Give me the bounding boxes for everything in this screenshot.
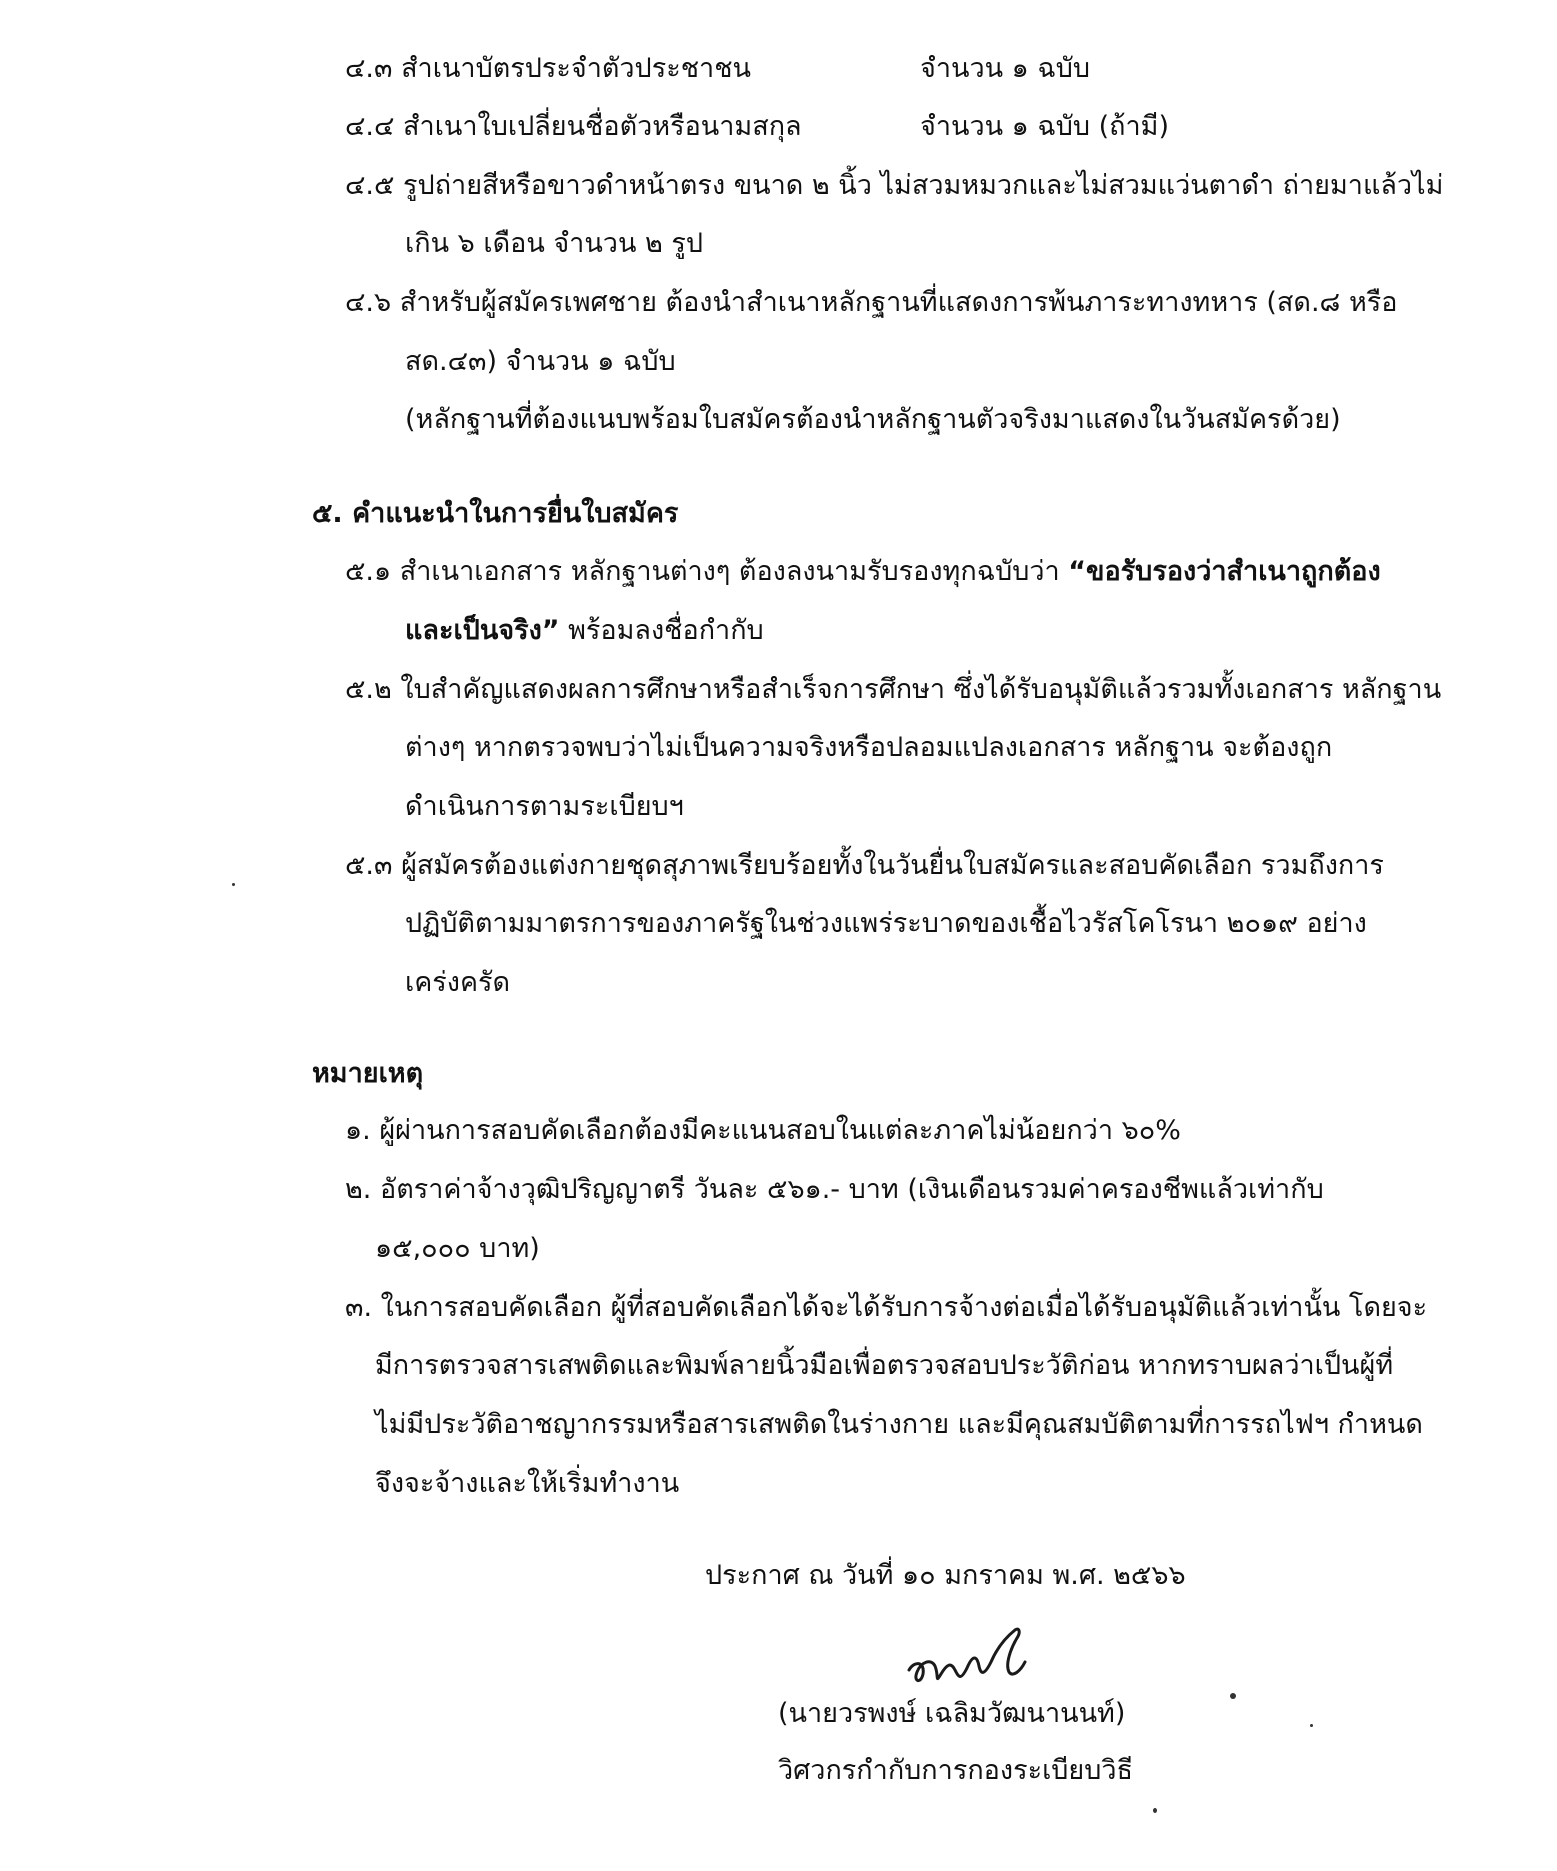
item-text: สำเนาเอกสาร หลักฐานต่างๆ ต้องลงนามรับรองทุกฉบับว่า	[399, 556, 1069, 587]
item-text: ผู้สมัครต้องแต่งกายชุดสุภาพเรียบร้อยทั้งในวันยื่นใบสมัครและสอบคัดเลือก รวมถึงการ	[401, 850, 1384, 881]
item-text: สำเนาบัตรประจำตัวประชาชน	[401, 53, 751, 84]
item-4-4	[345, 113, 802, 140]
item-number: ๕.๑	[345, 556, 392, 587]
remarks-heading: หมายเหตุ	[312, 1058, 424, 1089]
item-number: ๔.๖	[345, 287, 392, 318]
item-5-2-line1	[345, 676, 1441, 703]
remark-2-line2: ๑๕,๐๐๐ บาท)	[375, 1233, 540, 1264]
remark-number: ๓.	[345, 1292, 373, 1323]
remark-3-line1	[345, 1294, 1427, 1321]
documents-note: (หลักฐานที่ต้องแนบพร้อมใบสมัครต้องนำหลักฐานตัวจริงมาแสดงในวันสมัครด้วย)	[405, 404, 1341, 435]
item-5-3-line1	[345, 852, 1384, 879]
item-4-6-line2: สด.๔๓) จำนวน ๑ ฉบับ	[405, 346, 676, 377]
scan-speck	[1153, 1808, 1157, 1813]
item-5-3-line3: เคร่งครัด	[405, 967, 511, 998]
signature-image	[905, 1622, 1035, 1692]
remark-3-line3: ไม่มีประวัติอาชญากรรมหรือสารเสพติดในร่างกาย และมีคุณสมบัติตามที่การรถไฟฯ กำหนด	[375, 1409, 1423, 1440]
section-5-heading: ๕. คำแนะนำในการยื่นใบสมัคร	[312, 498, 679, 529]
remark-1	[345, 1117, 1181, 1144]
scan-speck	[232, 883, 235, 886]
item-5-3-line2: ปฏิบัติตามมาตรการของภาครัฐในช่วงแพร่ระบาดของเชื้อไวรัสโคโรนา ๒๐๑๙ อย่าง	[405, 908, 1367, 939]
item-text: สำหรับผู้สมัครเพศชาย ต้องนำสำเนาหลักฐานที่แสดงการพ้นภาระทางทหาร (สด.๘ หรือ	[399, 287, 1398, 318]
scan-speck	[1230, 1693, 1236, 1699]
item-4-3	[345, 55, 751, 82]
item-number: ๕.๒	[345, 674, 392, 705]
remark-number: ๒.	[345, 1174, 372, 1205]
signer-name: (นายวรพงษ์ เฉลิมวัฒนานนท์)	[778, 1698, 1126, 1729]
certify-phrase-end: และเป็นจริง”	[405, 615, 560, 646]
item-5-1-line2	[405, 617, 764, 644]
item-number: ๔.๕	[345, 170, 395, 201]
remark-2-line1	[345, 1176, 1324, 1203]
item-text: สำเนาใบเปลี่ยนชื่อตัวหรือนามสกุล	[403, 111, 802, 142]
item-number: ๔.๓	[345, 53, 393, 84]
remark-text: ผู้ผ่านการสอบคัดเลือกต้องมีคะแนนสอบในแต่ละภาคไม่น้อยกว่า ๖๐%	[379, 1115, 1181, 1146]
announcement-date: ประกาศ ณ วันที่ ๑๐ มกราคม พ.ศ. ๒๕๖๖	[705, 1560, 1186, 1591]
item-4-4-quantity: จำนวน ๑ ฉบับ (ถ้ามี)	[920, 111, 1169, 142]
item-4-5-line1	[345, 172, 1443, 199]
item-number: ๕.๓	[345, 850, 393, 881]
item-5-1-line1	[345, 558, 1381, 585]
item-4-3-quantity: จำนวน ๑ ฉบับ	[920, 53, 1091, 84]
remark-number: ๑.	[345, 1115, 371, 1146]
item-text: รูปถ่ายสีหรือขาวดำหน้าตรง ขนาด ๒ นิ้ว ไม่สวมหมวกและไม่สวมแว่นตาดำ ถ่ายมาแล้วไม่	[403, 170, 1444, 201]
item-number: ๔.๔	[345, 111, 395, 142]
item-4-6-line1	[345, 289, 1397, 316]
item-text: ใบสำคัญแสดงผลการศึกษาหรือสำเร็จการศึกษา ซึ่งได้รับอนุมัติแล้วรวมทั้งเอกสาร หลักฐาน	[400, 674, 1442, 705]
remark-text: ในการสอบคัดเลือก ผู้ที่สอบคัดเลือกได้จะได้รับการจ้างต่อเมื่อได้รับอนุมัติแล้วเท่านั้น โดยจะ	[380, 1292, 1428, 1323]
item-4-5-line2: เกิน ๖ เดือน จำนวน ๒ รูป	[405, 228, 704, 259]
remark-3-line4: จึงจะจ้างและให้เริ่มทำงาน	[375, 1468, 680, 1499]
item-5-2-line2: ต่างๆ หากตรวจพบว่าไม่เป็นความจริงหรือปลอมแปลงเอกสาร หลักฐาน จะต้องถูก	[405, 732, 1333, 763]
scan-speck	[1310, 1724, 1313, 1727]
certify-phrase: “ขอรับรองว่าสำเนาถูกต้อง	[1068, 556, 1381, 587]
remark-text: อัตราค่าจ้างวุฒิปริญญาตรี วันละ ๕๖๑.- บาท (เงินเดือนรวมค่าครองชีพแล้วเท่ากับ	[379, 1174, 1324, 1205]
item-5-2-line3: ดำเนินการตามระเบียบฯ	[405, 791, 684, 822]
item-text: พร้อมลงชื่อกำกับ	[559, 615, 764, 646]
remark-3-line2: มีการตรวจสารเสพติดและพิมพ์ลายนิ้วมือเพื่อตรวจสอบประวัติก่อน หากทราบผลว่าเป็นผู้ที่	[375, 1350, 1394, 1381]
signer-title: วิศวกรกำกับการกองระเบียบวิธี	[778, 1755, 1134, 1786]
